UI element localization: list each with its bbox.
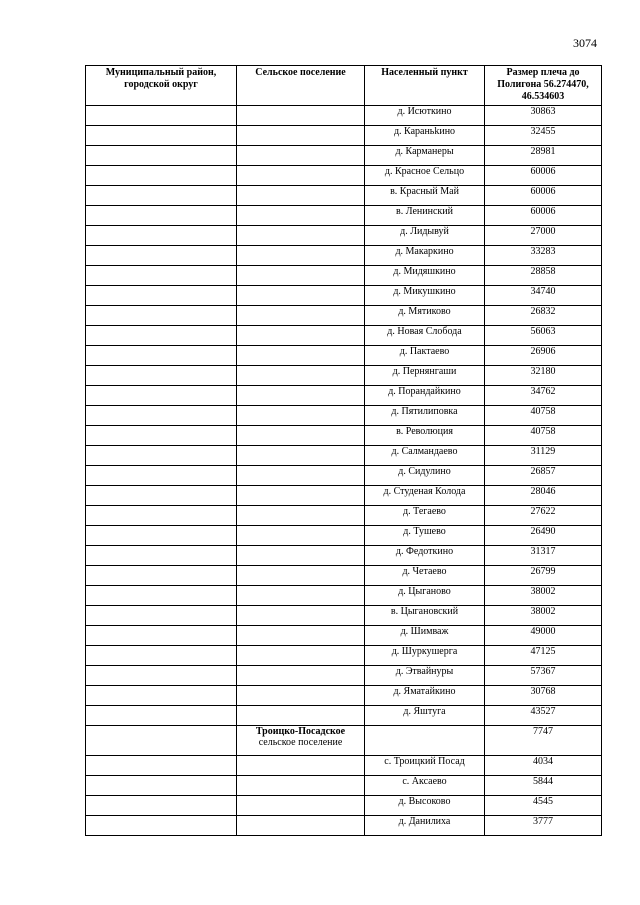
table-row [86,426,602,446]
cell-locality: д. Данилиха [365,816,485,836]
cell-district [86,426,237,446]
cell-district [86,506,237,526]
table-row [86,406,602,426]
header-distance: Размер плеча до Полигона 56.274470, 46.534603 [485,66,602,106]
table-row [86,326,602,346]
cell-distance: 40758 [485,426,602,446]
cell-district [86,406,237,426]
cell-locality: д. Этвайнуры [365,666,485,686]
cell-district [86,266,237,286]
table-row [86,226,602,246]
cell-locality: д. Четаево [365,566,485,586]
cell-district [86,466,237,486]
cell-distance: 28981 [485,146,602,166]
cell-district [86,106,237,126]
settlement-row [86,726,602,756]
cell-district [86,526,237,546]
cell-settlement [237,566,365,586]
cell-distance: 27622 [485,506,602,526]
cell-district [86,166,237,186]
table-row [86,586,602,606]
cell-locality: в. Красный Май [365,186,485,206]
cell-settlement [237,246,365,266]
table-row [86,286,602,306]
cell-settlement [237,406,365,426]
table-row [86,686,602,706]
cell-settlement [237,366,365,386]
cell-district [86,776,237,796]
cell-settlement [237,206,365,226]
cell-district [86,646,237,666]
table-row [86,306,602,326]
table-row [86,646,602,666]
cell-distance: 49000 [485,626,602,646]
cell-distance: 32180 [485,366,602,386]
cell-distance: 60006 [485,206,602,226]
cell-settlement [237,606,365,626]
cell-locality: в. Революция [365,426,485,446]
table-row [86,776,602,796]
table-row [86,566,602,586]
cell-locality: д. Тегаево [365,506,485,526]
page-number: 3074 [573,36,597,50]
cell-distance: 60006 [485,166,602,186]
cell-settlement [237,726,365,756]
cell-locality: д. Пятилиповка [365,406,485,426]
cell-district [86,286,237,306]
cell-locality: д. Макаркино [365,246,485,266]
cell-settlement [237,386,365,406]
cell-district [86,486,237,506]
cell-distance: 7747 [485,726,602,756]
header-settlement: Сельское поселение [237,66,365,106]
cell-locality: д. Пактаево [365,346,485,366]
cell-locality: д. Высоково [365,796,485,816]
header-locality: Населенный пункт [365,66,485,106]
table-row [86,366,602,386]
cell-settlement [237,586,365,606]
cell-settlement [237,646,365,666]
cell-distance: 47125 [485,646,602,666]
cell-district [86,386,237,406]
table-row [86,206,602,226]
settlement-subtitle: сельское поселение [258,737,343,748]
header-district: Муниципальный район, городской округ [86,66,237,106]
cell-settlement [237,466,365,486]
cell-district [86,126,237,146]
cell-district [86,816,237,836]
cell-locality: д. Порандайкино [365,386,485,406]
table-row [86,346,602,366]
cell-settlement [237,326,365,346]
cell-locality: д. Караньkино [365,126,485,146]
cell-district [86,346,237,366]
cell-distance: 38002 [485,606,602,626]
table-row [86,446,602,466]
cell-locality: в. Цыгановский [365,606,485,626]
cell-locality: д. Яштуга [365,706,485,726]
table-row [86,606,602,626]
cell-district [86,686,237,706]
cell-locality: д. Шуркушерга [365,646,485,666]
cell-district [86,566,237,586]
cell-locality: д. Пернянгаши [365,366,485,386]
cell-district [86,586,237,606]
cell-district [86,726,237,756]
cell-locality: д. Шимваж [365,626,485,646]
cell-district [86,246,237,266]
cell-distance: 60006 [485,186,602,206]
cell-settlement [237,686,365,706]
cell-distance: 32455 [485,126,602,146]
cell-district [86,546,237,566]
cell-district [86,366,237,386]
cell-settlement [237,286,365,306]
table-row [86,266,602,286]
table-row [86,186,602,206]
cell-distance: 38002 [485,586,602,606]
table-row [86,126,602,146]
cell-district [86,706,237,726]
cell-locality: с. Троицкий Посад [365,756,485,776]
cell-settlement [237,546,365,566]
cell-distance: 28046 [485,486,602,506]
table-row [86,796,602,816]
cell-distance: 31317 [485,546,602,566]
cell-distance: 34740 [485,286,602,306]
table-row [86,166,602,186]
table-row [86,246,602,266]
cell-locality: д. Цыганово [365,586,485,606]
cell-settlement [237,776,365,796]
cell-locality: д. Мятиково [365,306,485,326]
cell-distance: 31129 [485,446,602,466]
table-row [86,626,602,646]
cell-distance: 28858 [485,266,602,286]
table-row [86,816,602,836]
table-row [86,706,602,726]
cell-district [86,626,237,646]
cell-district [86,326,237,346]
cell-distance: 33283 [485,246,602,266]
table-row [86,386,602,406]
cell-district [86,666,237,686]
cell-distance: 40758 [485,406,602,426]
cell-settlement [237,706,365,726]
cell-settlement [237,626,365,646]
cell-settlement [237,666,365,686]
cell-distance: 26832 [485,306,602,326]
cell-locality: д. Новая Слобода [365,326,485,346]
table-row [86,146,602,166]
cell-distance: 26906 [485,346,602,366]
cell-distance: 30768 [485,686,602,706]
cell-settlement [237,446,365,466]
cell-district [86,606,237,626]
table-row [86,506,602,526]
cell-settlement [237,526,365,546]
cell-locality: д. Студеная Колода [365,486,485,506]
cell-settlement [237,756,365,776]
cell-district [86,446,237,466]
cell-distance: 43527 [485,706,602,726]
cell-settlement [237,506,365,526]
cell-locality: д. Тушево [365,526,485,546]
cell-settlement [237,816,365,836]
cell-distance: 3777 [485,816,602,836]
cell-locality: д. Лидывуй [365,226,485,246]
cell-distance: 27000 [485,226,602,246]
cell-district [86,206,237,226]
cell-settlement [237,126,365,146]
cell-distance: 26490 [485,526,602,546]
table-row [86,666,602,686]
cell-settlement [237,106,365,126]
table-row [86,546,602,566]
table-row [86,526,602,546]
cell-locality: д. Сидулино [365,466,485,486]
cell-settlement [237,346,365,366]
cell-district [86,146,237,166]
distance-table [85,65,602,836]
cell-settlement [237,226,365,246]
table-row [86,756,602,776]
cell-district [86,796,237,816]
table-body [86,106,602,836]
cell-distance: 34762 [485,386,602,406]
table-row [86,106,602,126]
cell-distance: 56063 [485,326,602,346]
cell-distance: 26799 [485,566,602,586]
cell-locality: д. Салмандаево [365,446,485,466]
cell-settlement [237,486,365,506]
table-row [86,486,602,506]
cell-locality: в. Ленинский [365,206,485,226]
cell-settlement [237,166,365,186]
cell-locality: д. Карманеры [365,146,485,166]
cell-locality [365,726,485,756]
cell-locality: д. Микушкино [365,286,485,306]
cell-settlement [237,186,365,206]
cell-distance: 57367 [485,666,602,686]
cell-distance: 4034 [485,756,602,776]
cell-district [86,226,237,246]
cell-locality: д. Яматайкино [365,686,485,706]
cell-locality: д. Федоткино [365,546,485,566]
cell-locality: д. Мидяшкино [365,266,485,286]
cell-settlement [237,426,365,446]
cell-distance: 5844 [485,776,602,796]
settlement-name: Троицко-Посадское [255,726,346,737]
cell-locality: д. Красное Сельцо [365,166,485,186]
cell-distance: 4545 [485,796,602,816]
cell-district [86,306,237,326]
cell-district [86,756,237,776]
cell-settlement [237,796,365,816]
table-row [86,466,602,486]
cell-settlement [237,146,365,166]
cell-settlement [237,306,365,326]
cell-distance: 26857 [485,466,602,486]
cell-settlement [237,266,365,286]
cell-distance: 30863 [485,106,602,126]
cell-district [86,186,237,206]
cell-locality: с. Аксаево [365,776,485,796]
cell-locality: д. Исюткино [365,106,485,126]
